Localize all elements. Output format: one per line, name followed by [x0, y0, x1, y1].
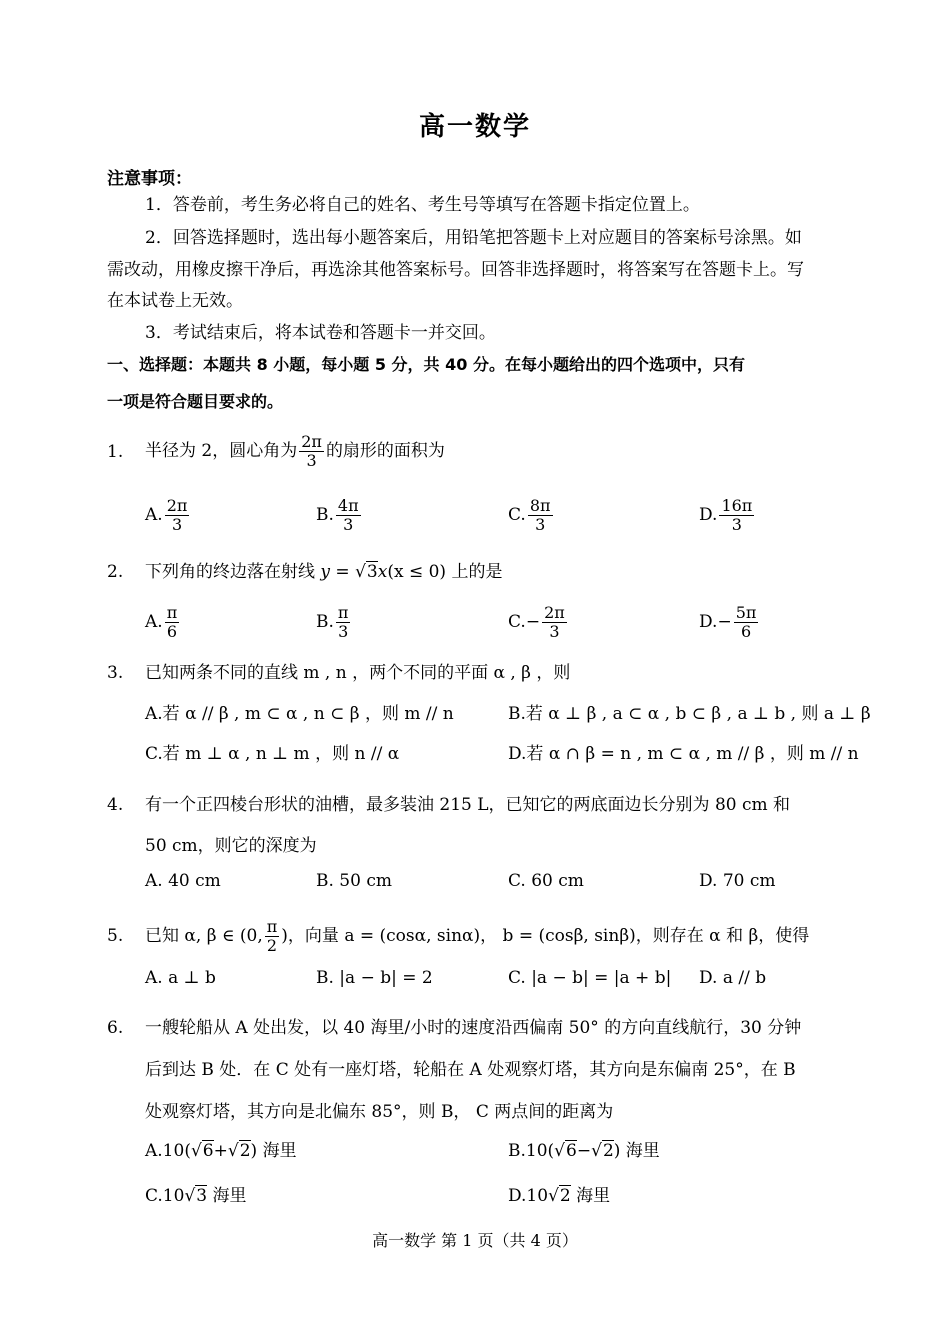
q6-option-c-label: C.10	[145, 1186, 185, 1206]
q4-option-c: C. 60 cm	[508, 871, 584, 891]
q2-option-d-sign: −	[717, 612, 732, 632]
q3-option-a: A.若 α // β , m ⊂ α , n ⊂ β ，则 m // n	[145, 704, 454, 724]
q2-option-a-frac	[165, 604, 180, 641]
q2-option-b	[316, 600, 352, 644]
q4-number: 4.	[107, 795, 124, 815]
q1-option-c-num: 8π	[529, 495, 551, 515]
q2-option-c-sign: −	[525, 612, 541, 632]
q4-stem-line2: 50 cm，则它的深度为	[145, 836, 317, 856]
q2-option-b-frac	[336, 604, 351, 641]
q2-option-a-label: A.	[145, 612, 163, 632]
q1-option-b-frac	[336, 497, 361, 534]
notice-item-2-end: 在本试卷上无效。	[107, 291, 243, 311]
q1-option-d-den: 3	[731, 514, 742, 534]
q5-stem	[145, 913, 809, 959]
q1-stem	[145, 428, 445, 474]
q1-number: 1.	[107, 442, 124, 462]
q6-stem-line1: 一艘轮船从 A 处出发，以 40 海里/小时的速度沿西偏南 50° 的方向直线航行，30 分钟	[145, 1018, 802, 1038]
q6-option-a-label: A.10(	[145, 1141, 191, 1161]
q2-option-d-label: D.	[699, 612, 718, 632]
q1-option-a-num: 2π	[166, 495, 188, 515]
q2-option-a	[145, 600, 181, 644]
q2-option-b-num: π	[337, 602, 349, 622]
q5-option-d: D. a // b	[699, 968, 767, 988]
q1-option-c	[508, 493, 555, 537]
q1-option-d-num: 16π	[721, 495, 753, 515]
q6-option-a-op: +	[213, 1141, 228, 1161]
q5-option-b: B. |a − b| = 2	[316, 968, 433, 988]
q2-option-b-den: 3	[338, 621, 349, 641]
q1-option-a-frac	[165, 497, 190, 534]
q4-option-a: A. 40 cm	[145, 871, 221, 891]
q2-option-d-frac	[734, 604, 759, 641]
q5-number: 5.	[107, 926, 124, 946]
q1-option-a-den: 3	[171, 514, 183, 534]
q6-option-b-tail: ) 海里	[613, 1141, 660, 1161]
q2-stem	[145, 560, 502, 584]
q6-option-d-tail: 海里	[570, 1186, 611, 1206]
q2-option-b-label: B.	[316, 612, 334, 632]
q6-option-a-tail: ) 海里	[250, 1141, 297, 1161]
q2-option-c	[508, 600, 569, 644]
page-title: 高一数学	[418, 112, 531, 142]
q2-option-c-label: C.	[508, 612, 526, 632]
q1-option-b	[316, 493, 363, 537]
q2-option-c-num: 2π	[544, 602, 565, 622]
q6-stem-line3: 处观察灯塔，其方向是北偏东 85°，则 B， C 两点间的距离为	[145, 1102, 614, 1122]
q2-option-c-frac	[542, 604, 567, 641]
q6-option-c: C.10√3 海里	[145, 1186, 247, 1206]
q6-option-d: D.10√2 海里	[508, 1186, 611, 1206]
q4-stem-line1: 有一个正四棱台形状的油槽，最多装油 215 L，已知它的两底面边长分别为 80 cm 和	[145, 795, 791, 815]
q5-fraction	[265, 918, 280, 955]
page-footer: 高一数学 第 1 页（共 4 页）	[372, 1231, 578, 1250]
q5-frac-num: π	[266, 916, 278, 936]
q3-option-b: B.若 α ⊥ β , a ⊂ α , b ⊂ β , a ⊥ b , 则 a ⊥ β	[508, 704, 871, 724]
notice-item-3: 3．考试结束后，将本试卷和答题卡一并交回。	[145, 323, 496, 343]
q5-frac-den: 2	[266, 935, 278, 955]
q1-option-d	[699, 493, 756, 537]
q1-option-c-label: C.	[508, 505, 526, 525]
q6-option-d-root: 2	[559, 1186, 571, 1206]
q3-number: 3.	[107, 663, 124, 683]
q6-option-b-root2: 2	[602, 1141, 614, 1161]
q2-option-a-den: 6	[166, 621, 178, 641]
q2-var-y: y	[320, 562, 331, 582]
q1-option-d-label: D.	[699, 505, 718, 525]
q2-stem-post: 上的是	[451, 562, 503, 582]
q2-equals: =	[335, 562, 350, 582]
q6-option-b-op: −	[576, 1141, 592, 1161]
q1-option-b-den: 3	[343, 514, 354, 534]
q2-var-x: x	[377, 562, 388, 582]
q2-sqrt-radicand: 3	[366, 562, 378, 582]
q6-option-a-root1: 6	[202, 1141, 214, 1161]
q5-stem-pre: 已知 α, β ∈ (0,	[145, 926, 263, 946]
q3-stem: 已知两条不同的直线 m , n ，两个不同的平面 α , β ，则	[145, 663, 571, 683]
q3-option-c: C.若 m ⊥ α , n ⊥ m ，则 n // α	[145, 744, 400, 764]
q1-option-c-den: 3	[535, 514, 546, 534]
q1-stem-pre: 半径为 2，圆心角为	[145, 441, 298, 461]
notice-item-1: 1．答卷前，考生务必将自己的姓名、考生号等填写在答题卡指定位置上。	[145, 195, 700, 215]
section-heading: 一、选择题：本题共 8 小题，每小题 5 分，共 40 分。在每小题给出的四个选项中，只有	[107, 355, 745, 374]
q6-option-c-tail: 海里	[207, 1186, 247, 1206]
q6-option-b-label: B.10(	[508, 1141, 555, 1161]
q2-option-d	[699, 600, 760, 644]
q1-option-a-label: A.	[145, 505, 163, 525]
q6-option-d-label: D.10	[508, 1186, 549, 1206]
q5-option-c: C. |a − b| = |a + b|	[508, 968, 672, 988]
q1-frac-den: 3	[306, 450, 317, 470]
q2-number: 2.	[107, 562, 124, 582]
q5-option-a: A. a ⊥ b	[145, 968, 216, 988]
q1-option-c-frac	[528, 497, 553, 534]
q6-stem-line2: 后到达 B 处．在 C 处有一座灯塔，轮船在 A 处观察灯塔，其方向是东偏南 25°，在 B	[145, 1060, 796, 1080]
q4-option-b: B. 50 cm	[316, 871, 392, 891]
q2-option-a-num: π	[166, 602, 178, 622]
q2-stem-pre: 下列角的终边落在射线	[145, 562, 315, 582]
notice-heading: 注意事项：	[107, 169, 192, 189]
q6-option-b: B.10(√6−√2) 海里	[508, 1141, 660, 1161]
q1-option-b-num: 4π	[337, 495, 359, 515]
notice-item-2: 2．回答选择题时，选出每小题答案后，用铅笔把答题卡上对应题目的答案标号涂黑。如	[145, 228, 802, 248]
q3-option-d: D.若 α ∩ β = n , m ⊂ α , m // β ，则 m // n	[508, 744, 859, 764]
q2-option-d-den: 6	[740, 621, 752, 641]
q2-sqrt: √3	[355, 562, 378, 582]
q2-option-d-num: 5π	[735, 602, 757, 622]
q6-option-a: A.10(√6+√2) 海里	[145, 1141, 297, 1161]
notice-item-2-cont: 需改动，用橡皮擦干净后，再选涂其他答案标号。回答非选择题时，将答案写在答题卡上。写	[107, 260, 804, 280]
q1-option-a	[145, 493, 191, 537]
q6-option-b-root1: 6	[566, 1141, 577, 1161]
section-heading-cont: 一项是符合题目要求的。	[107, 392, 284, 411]
q6-number: 6.	[107, 1018, 124, 1038]
q6-option-c-root: 3	[196, 1186, 208, 1206]
q2-condition: (x ≤ 0)	[387, 562, 447, 582]
q1-option-b-label: B.	[316, 505, 334, 525]
q6-option-a-root2: 2	[239, 1141, 251, 1161]
q1-frac-num: 2π	[301, 431, 322, 451]
q1-fraction	[299, 433, 324, 470]
q2-option-c-den: 3	[549, 621, 560, 641]
q5-stem-post: )，向量 a = (cosα, sinα)， b = (cosβ, sinβ)，则存在 α 和 β，使得	[281, 926, 810, 946]
q4-option-d: D. 70 cm	[699, 871, 776, 891]
q1-option-d-frac	[719, 497, 754, 534]
q1-stem-post: 的扇形的面积为	[325, 441, 445, 461]
